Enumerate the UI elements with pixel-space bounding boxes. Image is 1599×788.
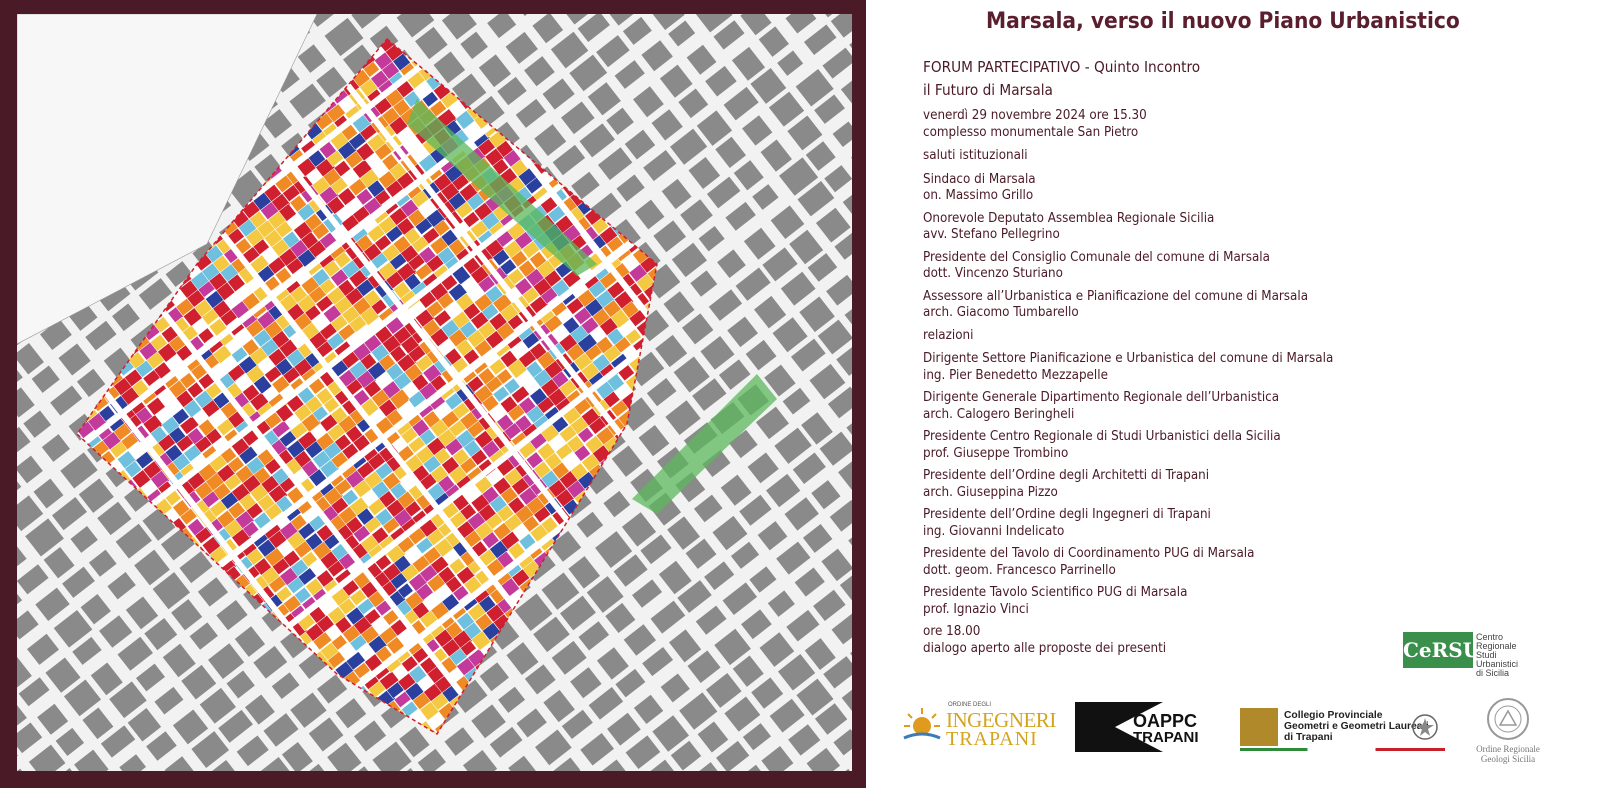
- city-block: [626, 735, 661, 769]
- city-block: [599, 759, 628, 771]
- city-block: [91, 662, 123, 695]
- city-block: [580, 733, 614, 765]
- city-block: [788, 724, 820, 755]
- city-block: [664, 291, 695, 323]
- city-block: [506, 32, 538, 64]
- city-block: [833, 121, 852, 147]
- city-block: [415, 27, 448, 59]
- plan-parcel: [593, 718, 612, 737]
- city-block: [639, 425, 670, 456]
- city-block: [17, 343, 44, 375]
- city-block: [17, 456, 43, 484]
- city-block: [784, 497, 818, 530]
- city-block: [77, 369, 105, 397]
- city-block: [237, 735, 269, 766]
- city-block: [56, 728, 84, 756]
- city-block: [751, 677, 783, 708]
- city-block: [479, 54, 511, 87]
- city-block: [652, 109, 683, 140]
- city-block: [163, 644, 196, 678]
- city-block: [70, 526, 97, 553]
- city-block: [783, 388, 811, 415]
- city-block: [669, 629, 701, 662]
- city-block: [743, 723, 771, 750]
- city-block: [543, 690, 575, 722]
- city-block: [171, 599, 202, 630]
- city-block: [532, 14, 563, 43]
- city-block: [758, 521, 788, 550]
- city-block: [418, 749, 446, 771]
- city-block: [832, 611, 852, 644]
- city-block: [667, 516, 700, 550]
- city-block: [85, 321, 116, 351]
- city-block: [842, 681, 852, 715]
- city-block: [17, 564, 49, 594]
- city-block: [793, 452, 826, 483]
- city-block: [625, 130, 655, 160]
- city-block: [831, 14, 852, 38]
- city-block: [826, 275, 852, 306]
- city-block: [786, 610, 819, 642]
- city-block: [662, 179, 692, 209]
- city-block: [44, 547, 75, 578]
- city-block: [822, 48, 852, 79]
- city-block: [665, 400, 700, 435]
- city-block: [179, 551, 212, 583]
- city-block: [742, 115, 772, 145]
- city-block: [200, 688, 236, 724]
- city-block: [833, 729, 852, 755]
- city-block: [821, 549, 852, 582]
- city-block: [851, 140, 852, 176]
- city-block: [735, 765, 769, 771]
- city-block: [717, 249, 746, 278]
- city-block: [60, 452, 97, 488]
- city-block: [571, 172, 600, 200]
- city-block: [696, 606, 727, 635]
- city-block: [740, 14, 771, 35]
- plan-parcel: [273, 696, 290, 713]
- city-block: [107, 572, 135, 599]
- city-block: [42, 434, 70, 462]
- city-block: [653, 220, 686, 252]
- city-block: [848, 522, 852, 560]
- city-block: [709, 289, 742, 321]
- city-block: [490, 727, 523, 758]
- city-block: [173, 710, 208, 745]
- city-block: [843, 190, 852, 215]
- city-block: [524, 56, 555, 86]
- city-block: [263, 713, 298, 747]
- city-block: [705, 66, 737, 97]
- city-block: [660, 65, 693, 98]
- city-block: [806, 141, 836, 171]
- city-block: [776, 542, 810, 575]
- city-block: [612, 446, 643, 477]
- city-block: [112, 304, 140, 332]
- city-block: [647, 378, 677, 406]
- city-block: [733, 656, 764, 687]
- city-block: [682, 313, 713, 344]
- city-block: [17, 586, 22, 617]
- city-block: [688, 157, 720, 189]
- city-block: [689, 762, 724, 771]
- city-block: [744, 228, 776, 260]
- city-block: [736, 268, 771, 301]
- plan-parcel: [92, 578, 109, 595]
- city-block: [136, 664, 165, 692]
- city-block: [460, 32, 488, 59]
- city-block: [570, 667, 601, 698]
- city-block: [89, 550, 117, 577]
- city-block: [724, 696, 760, 731]
- city-block: [724, 87, 759, 120]
- city-block: [615, 60, 645, 89]
- city-block: [642, 647, 673, 676]
- city-block: [146, 731, 177, 761]
- city-block: [734, 160, 764, 190]
- city-block: [444, 727, 474, 756]
- city-block: [17, 657, 32, 689]
- city-block: [17, 472, 21, 504]
- city-block: [651, 601, 686, 634]
- city-block: [317, 674, 347, 703]
- city-block: [471, 704, 506, 738]
- city-block: [253, 646, 287, 679]
- city-block: [678, 89, 708, 119]
- city-block: [760, 632, 795, 667]
- city-block: [774, 428, 811, 464]
- city-block: [809, 364, 845, 399]
- plan-parcel: [538, 762, 556, 771]
- city-block: [336, 698, 367, 728]
- city-block: [643, 150, 676, 181]
- city-block: [746, 340, 777, 370]
- city-block: [623, 17, 652, 45]
- city-block: [766, 474, 800, 507]
- city-block: [759, 26, 789, 56]
- city-block: [58, 343, 90, 375]
- city-block: [603, 491, 630, 517]
- city-block: [762, 247, 797, 281]
- city-block: [568, 556, 600, 589]
- city-block: [803, 524, 832, 553]
- city-block: [126, 596, 158, 629]
- city-block: [641, 40, 673, 71]
- city-block: [596, 35, 630, 67]
- city-block: [795, 567, 825, 596]
- city-block: [27, 634, 59, 665]
- city-block: [739, 495, 771, 526]
- city-block: [712, 516, 747, 550]
- city-block: [715, 137, 746, 168]
- city-block: [607, 713, 641, 746]
- plan-parcel: [70, 548, 89, 566]
- city-block: [748, 452, 779, 483]
- city-block: [298, 44, 326, 72]
- city-block: [17, 544, 27, 572]
- city-block: [725, 202, 755, 231]
- city-block: [17, 769, 32, 771]
- city-block: [741, 609, 772, 639]
- city-block: [52, 497, 87, 530]
- city-block: [597, 647, 629, 679]
- city-block: [633, 86, 664, 117]
- city-block: [227, 671, 255, 699]
- city-block: [289, 83, 325, 118]
- plan-parcel: [615, 472, 634, 490]
- city-block: [749, 566, 776, 592]
- city-block: [216, 600, 247, 630]
- city-block: [97, 502, 131, 535]
- city-block: [655, 335, 687, 367]
- city-block: [190, 622, 218, 649]
- city-block: [789, 230, 823, 264]
- city-block: [351, 14, 383, 29]
- city-block: [577, 512, 604, 538]
- plan-parcel: [446, 758, 463, 771]
- city-block: [723, 582, 758, 615]
- urban-plan-map: [17, 14, 852, 771]
- city-block: [732, 47, 765, 81]
- plan-parcel: [670, 659, 689, 678]
- plan-parcel: [258, 676, 275, 693]
- city-block: [561, 101, 595, 134]
- city-block: [79, 478, 114, 513]
- city-block: [690, 270, 717, 296]
- city-block: [37, 704, 68, 735]
- city-block: [699, 226, 725, 251]
- city-block: [290, 692, 326, 727]
- city-block: [805, 638, 836, 670]
- city-block: [35, 588, 69, 621]
- city-block: [50, 385, 82, 415]
- city-block: [17, 427, 31, 459]
- city-block: [804, 25, 837, 56]
- city-block: [670, 129, 707, 165]
- city-block: [552, 641, 587, 675]
- city-block: [785, 14, 816, 34]
- city-block: [606, 108, 634, 135]
- city-block: [517, 708, 547, 737]
- city-block: [721, 475, 752, 506]
- city-block: [116, 524, 152, 559]
- city-block: [17, 722, 42, 753]
- city-block: [731, 542, 759, 569]
- city-block: [514, 14, 542, 16]
- city-block: [99, 615, 132, 648]
- city-block: [154, 687, 183, 715]
- city-block: [816, 208, 851, 243]
- city-block: [119, 754, 146, 771]
- map-svg: [17, 14, 852, 771]
- city-block: [208, 643, 244, 679]
- city-block: [578, 621, 609, 650]
- city-block: [17, 610, 39, 639]
- city-block: [659, 561, 692, 595]
- city-block: [622, 512, 656, 546]
- city-block: [672, 243, 707, 277]
- city-block: [74, 750, 109, 771]
- city-block: [118, 637, 153, 671]
- city-block: [781, 272, 816, 306]
- city-block: [588, 82, 621, 115]
- city-block: [841, 73, 852, 107]
- city-block: [727, 317, 758, 348]
- city-block: [598, 147, 632, 180]
- city-block: [773, 317, 808, 352]
- plan-parcel: [40, 465, 58, 482]
- city-block: [354, 720, 386, 751]
- city-block: [33, 479, 63, 509]
- city-block: [706, 673, 742, 708]
- city-block: [534, 124, 566, 156]
- city-block: [754, 296, 786, 328]
- city-block: [687, 45, 717, 75]
- plan-parcel: [788, 764, 807, 771]
- city-block: [553, 757, 580, 771]
- city-block: [81, 594, 111, 624]
- city-block: [771, 205, 805, 239]
- city-block: [635, 200, 665, 230]
- city-block: [198, 577, 228, 606]
- city-block: [661, 674, 690, 703]
- city-block: [811, 480, 840, 509]
- city-block: [698, 721, 729, 752]
- city-block: [17, 387, 35, 417]
- city-block: [807, 748, 841, 771]
- city-block: [272, 672, 300, 699]
- city-block: [480, 662, 509, 691]
- city-block: [82, 707, 113, 739]
- city-block: [144, 618, 177, 650]
- city-block: [543, 78, 575, 109]
- city-block: [694, 495, 723, 523]
- city-block: [761, 746, 793, 771]
- city-block: [535, 730, 572, 766]
- city-block: [309, 717, 344, 751]
- city-block: [579, 123, 615, 157]
- city-block: [777, 51, 803, 76]
- city-block: [752, 184, 778, 210]
- city-block: [761, 140, 792, 172]
- city-block: [434, 52, 466, 84]
- city-block: [704, 561, 734, 590]
- city-block: [553, 145, 585, 175]
- city-block: [680, 199, 713, 231]
- city-block: [632, 579, 662, 607]
- city-block: [616, 174, 644, 201]
- city-block: [516, 99, 547, 128]
- city-block: [700, 336, 734, 370]
- city-block: [32, 366, 60, 393]
- city-block: [29, 745, 66, 771]
- city-block: [768, 590, 795, 616]
- city-block: [813, 590, 846, 621]
- city-block: [498, 687, 525, 713]
- city-block: [165, 756, 195, 771]
- city-block: [624, 624, 656, 655]
- city-block: [716, 741, 749, 771]
- city-block: [235, 626, 265, 657]
- city-block: [463, 750, 497, 771]
- city-block: [824, 165, 852, 192]
- city-block: [589, 687, 624, 720]
- city-block: [770, 699, 805, 733]
- city-block: [327, 743, 361, 771]
- city-block: [787, 116, 822, 151]
- city-block: [487, 14, 516, 38]
- city-block: [644, 760, 677, 771]
- city-block: [506, 642, 538, 675]
- plan-parcel: [221, 628, 239, 646]
- city-block: [282, 742, 313, 771]
- city-block: [634, 695, 663, 724]
- city-block: [23, 410, 51, 437]
- city-block: [830, 500, 852, 532]
- city-block: [508, 756, 536, 771]
